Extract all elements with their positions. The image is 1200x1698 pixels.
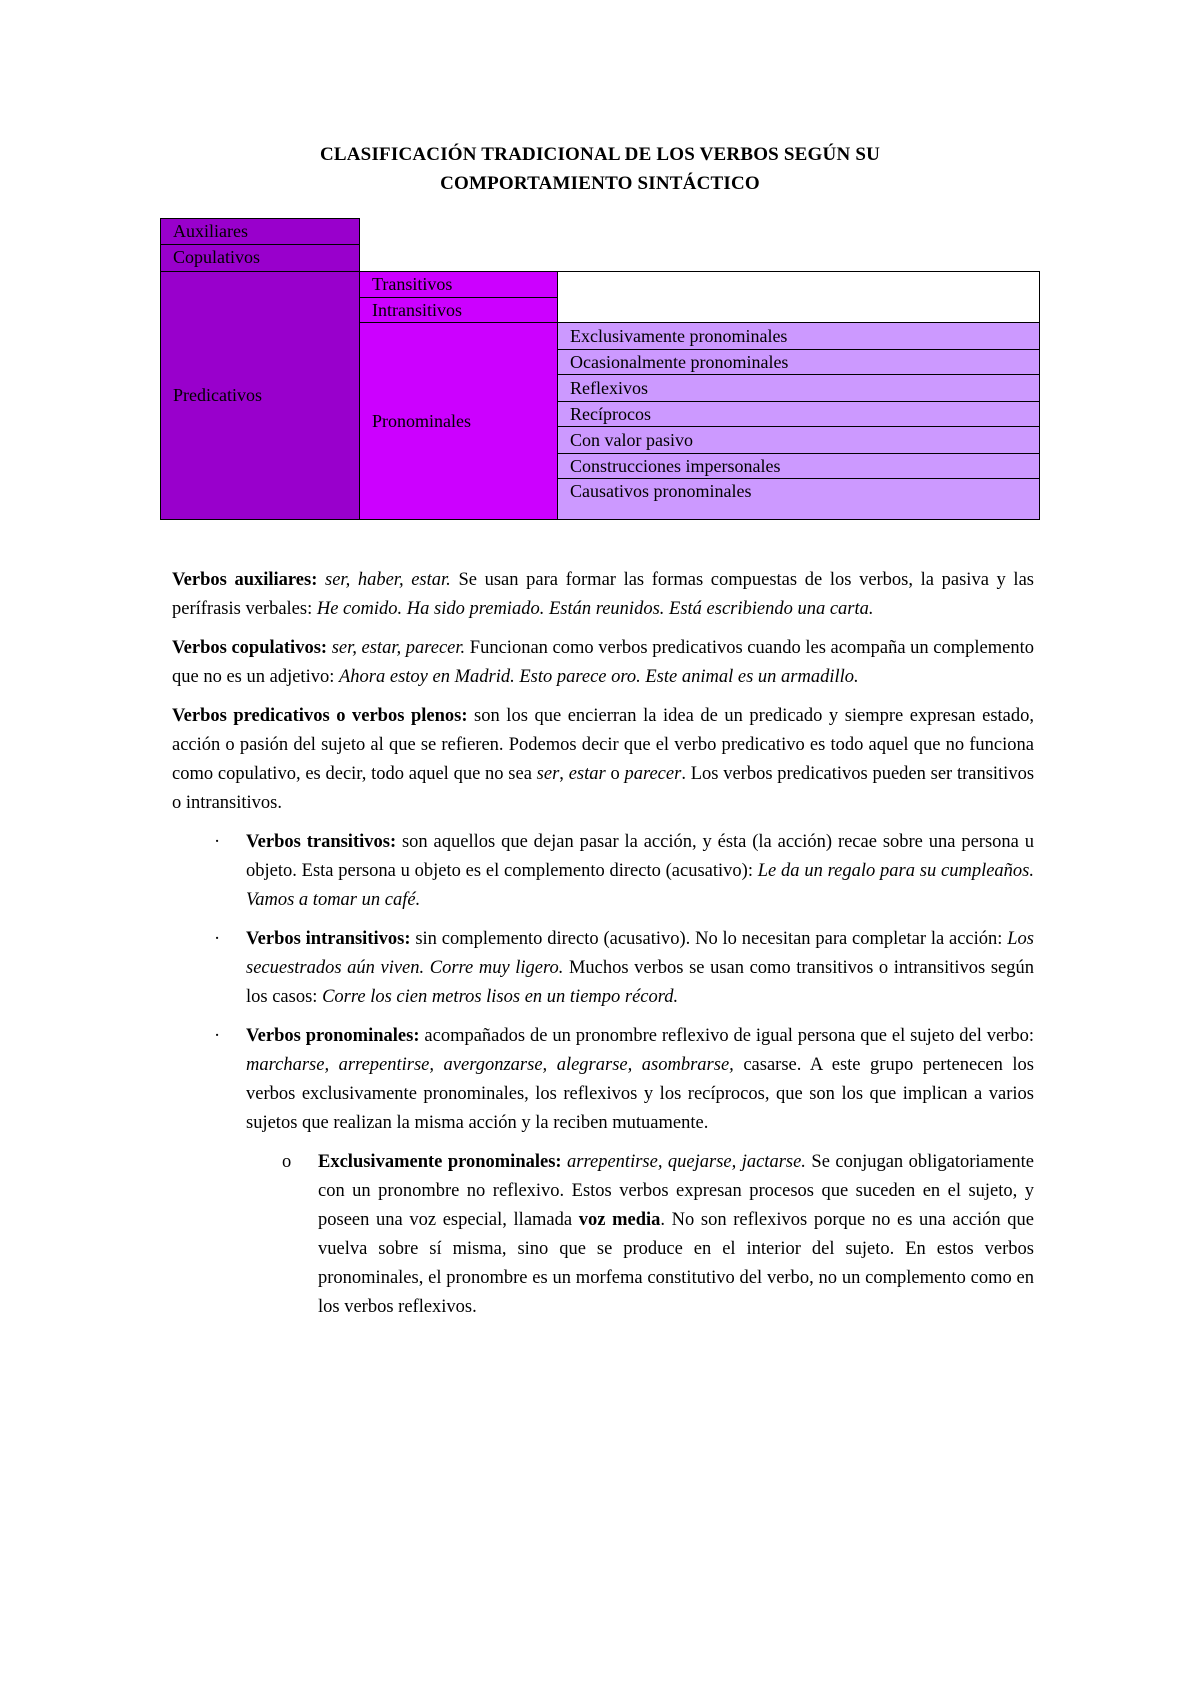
text-auxiliares: Se usan para formar las formas compuestas de los verbos, la pasiva y las perífrasis verbales:	[172, 570, 1034, 619]
document-title	[160, 140, 1040, 198]
text-exclusivamente-1: Se conjugan obligatoriamente con un pronombre no reflexivo. Estos verbos expresan procesos que suceden en el sujeto, y poseen una voz especial, llamada	[318, 1152, 1034, 1230]
text-transitivos: son aquellos que dejan pasar la acción, y ésta (la acción) recae sobre una persona u objeto. Esta persona u objeto es el complemento directo (acusativo):	[246, 832, 1034, 881]
list-item-intransitivos	[172, 925, 1034, 1012]
term-intransitivos: Verbos intransitivos:	[246, 929, 411, 949]
cell-causativos-pronominales: Causativos pronominales	[557, 478, 1040, 520]
term-pronominales: Verbos pronominales:	[246, 1026, 420, 1046]
verb-parecer: parecer	[624, 764, 682, 784]
text-copulativos: Funcionan como verbos predicativos cuando les acompaña un complemento que no es un adjetivo:	[172, 638, 1035, 687]
title-line-1: CLASIFICACIÓN TRADICIONAL DE LOS VERBOS SEGÚN SU	[319, 144, 881, 165]
term-voz-media: voz media	[578, 1210, 661, 1230]
cell-auxiliares: Auxiliares	[160, 218, 360, 245]
cell-intransitivos: Intransitivos	[359, 297, 558, 323]
examples-auxiliares: ser, haber, estar.	[325, 570, 451, 590]
cell-empty	[557, 271, 1040, 323]
term-exclusivamente: Exclusivamente pronominales:	[318, 1152, 562, 1172]
cell-pronominales: Pronominales	[359, 322, 558, 520]
sep-1: ,	[559, 764, 569, 784]
examples-copulativos: ser, estar, parecer.	[331, 638, 466, 658]
cell-ocasionalmente-pronominales: Ocasionalmente pronominales	[557, 349, 1040, 375]
paragraph-predicativos	[172, 702, 1034, 818]
sublist-item-exclusivamente-pronominales	[172, 1148, 1034, 1322]
samples-auxiliares: He comido. Ha sido premiado. Están reunidos. Está escribiendo una carta.	[316, 599, 874, 619]
text-intransitivos-2: Muchos verbos se usan como transitivos o intransitivos según los casos:	[246, 958, 1034, 1007]
cell-reciprocos: Recíprocos	[557, 401, 1040, 427]
cell-construcciones-impersonales: Construcciones impersonales	[557, 453, 1040, 479]
verb-estar: estar	[568, 764, 606, 784]
cell-predicativos: Predicativos	[160, 271, 360, 520]
samples-intransitivos-1: Los secuestrados aún viven. Corre muy ligero.	[246, 929, 1034, 978]
paragraph-auxiliares	[172, 566, 1034, 624]
cell-transitivos: Transitivos	[359, 271, 558, 298]
title-line-2: COMPORTAMIENTO SINTÁCTICO	[440, 173, 760, 194]
classification-table	[160, 218, 1040, 520]
sub-bullet: o	[282, 1152, 292, 1172]
bullet: ·	[214, 832, 221, 852]
cell-con-valor-pasivo: Con valor pasivo	[557, 426, 1040, 454]
samples-exclusivamente: arrepentirse, quejarse, jactarse.	[561, 1152, 806, 1172]
text-predicativos-1: son los que encierran la idea de un predicado y siempre expresan estado, acción o pasión del sujeto al que se refieren. Podemos decir que el verbo predicativo es todo aquel que no funciona como copulativo, es decir, todo aquel que no sea	[172, 706, 1034, 784]
text-exclusivamente-2: . No son reflexivos porque no es una acción que vuelva sobre sí misma, sino que se produce en el interior del sujeto. En estos verbos pronominales, el pronombre es un morfema constitutivo del verbo, no un complemento como en los verbos reflexivos.	[318, 1210, 1035, 1317]
text-predicativos-2: . Los verbos predicativos pueden ser transitivos o intransitivos.	[172, 764, 1035, 813]
text-intransitivos-1: sin complemento directo (acusativo). No lo necesitan para completar la acción:	[410, 929, 1008, 949]
samples-intransitivos-2: Corre los cien metros lisos en un tiempo récord.	[322, 987, 679, 1007]
document-body	[172, 566, 1034, 1332]
bullet: ·	[214, 1026, 221, 1046]
list-item-transitivos	[172, 828, 1034, 915]
verb-ser: ser	[536, 764, 560, 784]
term-auxiliares: Verbos auxiliares:	[172, 570, 318, 590]
text-pronominales-1: acompañados de un pronombre reflexivo de igual persona que el sujeto del verbo:	[419, 1026, 1035, 1046]
term-transitivos: Verbos transitivos:	[246, 832, 397, 852]
cell-exclusivamente-pronominales: Exclusivamente pronominales	[557, 322, 1040, 350]
term-copulativos: Verbos copulativos:	[172, 638, 328, 658]
cell-reflexivos: Reflexivos	[557, 374, 1040, 402]
samples-transitivos: Le da un regalo para su cumpleaños. Vamos a tomar un café.	[246, 861, 1034, 910]
samples-pronominales: marcharse, arrepentirse, avergonzarse, alegrarse, asombrarse,	[246, 1055, 734, 1075]
paragraph-copulativos	[172, 634, 1034, 692]
list-item-pronominales	[172, 1022, 1034, 1138]
sep-2: o	[605, 764, 625, 784]
text-pronominales-2: casarse. A este grupo pertenecen los verbos exclusivamente pronominales, los reflexivos y los recíprocos, que son los que implican a varios sujetos que realizan la misma acción y la reciben mutuamente.	[246, 1055, 1034, 1133]
bullet: ·	[214, 929, 221, 949]
term-predicativos: Verbos predicativos o verbos plenos:	[172, 706, 468, 726]
samples-copulativos: Ahora estoy en Madrid. Esto parece oro. Este animal es un armadillo.	[338, 667, 859, 687]
cell-copulativos: Copulativos	[160, 244, 360, 272]
